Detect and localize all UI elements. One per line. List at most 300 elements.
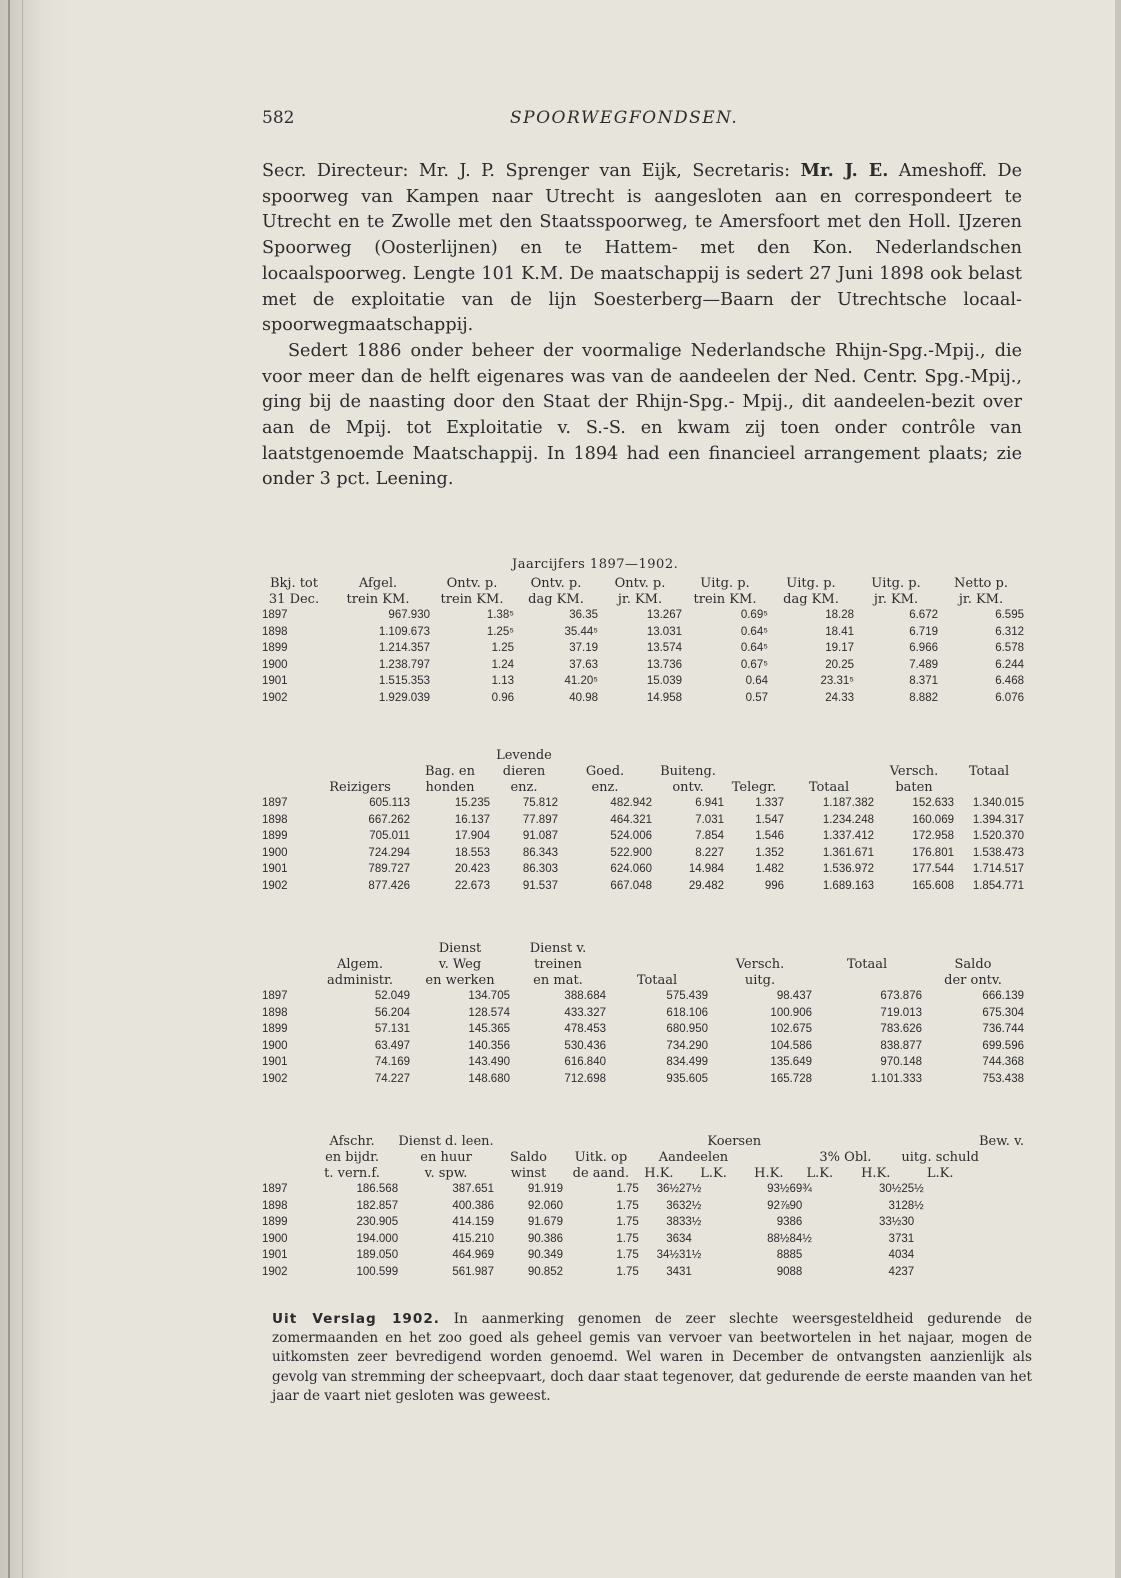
table-body — [262, 795, 1024, 894]
column-header — [784, 763, 874, 779]
table-header-row — [262, 1165, 1024, 1181]
column-header: Algem. — [336, 956, 384, 972]
column-header: uitg. — [744, 972, 776, 988]
column-header: H.K. — [754, 1165, 784, 1181]
table-cell: 148.680 — [468, 1072, 510, 1085]
row-year-cell: 1902 — [262, 1265, 288, 1278]
table-cell: 56.204 — [374, 1006, 410, 1019]
table-cell: 0.67⁵ — [740, 658, 768, 671]
table-cell: 736.744 — [982, 1023, 1024, 1036]
row-year-cell: 1897 — [262, 609, 288, 622]
row-year-cell: 1901 — [262, 1249, 288, 1262]
table-row — [262, 828, 1024, 845]
table-cell: 32½ — [679, 1199, 702, 1212]
table-cell: 789.727 — [368, 863, 410, 876]
table-cell: 92.060 — [527, 1199, 563, 1212]
table-cell: 524.006 — [610, 830, 652, 843]
table-row — [262, 1198, 1024, 1215]
column-header: Dienst — [438, 940, 482, 956]
column-header: Goed. — [585, 763, 625, 779]
table-cell: 91.679 — [527, 1216, 563, 1229]
row-year-cell: 1902 — [262, 1072, 288, 1085]
column-header: baten — [895, 779, 933, 795]
table-cell: 31 — [888, 1199, 902, 1212]
table-cell: 134.705 — [468, 990, 510, 1003]
row-year-cell: 1898 — [262, 1006, 288, 1019]
column-header: Totaal — [636, 972, 678, 988]
column-header: Afgel. — [358, 575, 398, 591]
table-cell: 13.267 — [646, 609, 682, 622]
column-header: trein KM. — [440, 591, 504, 607]
column-header: t. vern.f. — [324, 1165, 380, 1181]
table-cell: 1.714.517 — [972, 863, 1024, 876]
table-row — [262, 673, 1024, 690]
row-year-cell: 1899 — [262, 1023, 288, 1036]
table-cell: 92⅞ — [767, 1199, 790, 1212]
column-header: Dienst d. leen. — [398, 1133, 494, 1149]
table-cell: 37 — [888, 1232, 902, 1245]
table-cell: 15.235 — [454, 797, 490, 810]
table-cell: 6.966 — [909, 642, 938, 655]
table-cell: 387.651 — [452, 1183, 494, 1196]
table-cell: 18.41 — [825, 625, 854, 638]
table-row — [262, 624, 1024, 641]
table-cell: 967.930 — [388, 609, 430, 622]
table-cell: 189.050 — [356, 1249, 399, 1262]
table-cell: 140.356 — [468, 1039, 510, 1052]
column-header: Ontv. p. — [614, 575, 666, 591]
table-cell: 618.106 — [666, 1006, 708, 1019]
column-header: trein KM. — [346, 591, 410, 607]
table-header-row — [262, 763, 1024, 779]
table-cell: 30½ — [878, 1183, 902, 1196]
table-cell: 712.698 — [564, 1072, 606, 1085]
column-header: Uitg. p. — [700, 575, 750, 591]
table-cell: 86.303 — [522, 863, 558, 876]
table-body — [262, 607, 1024, 706]
table-cell: 433.327 — [564, 1006, 606, 1019]
column-header: trein KM. — [693, 591, 757, 607]
table-cell: 7.031 — [695, 813, 724, 826]
table-row — [262, 1021, 1024, 1038]
table-header-row — [262, 972, 1024, 988]
intro-paragraph-2: Sedert 1886 onder beheer der voormalige Nederlandsche Rhijn-Spg.-Mpij., die voor meer dan de helft eigenares was van de aandeelen der Ned. Centr. Spg.-Mpij., ging bij de naasting door den Staat der Rhijn-Spg.- Mpij., dit aandeelen-bezit over aan de Mpij. tot Exploitatie v. S.-S. en kwam zij toen onder contrôle van laatstgenoemde Maatschappij. In 1894 had een financieel arrangement plaats; zie onder 3 pct. Leening. — [262, 340, 1022, 490]
table-cell: 177.544 — [912, 863, 954, 876]
table-cell: 40 — [888, 1249, 902, 1262]
table-cell: 100.906 — [770, 1006, 812, 1019]
table-cell: 90 — [789, 1199, 803, 1212]
row-year-cell: 1899 — [262, 642, 288, 655]
table-cell: 69¾ — [789, 1183, 812, 1196]
table-cell: 36½ — [656, 1183, 680, 1196]
column-header: Bew. v. — [978, 1133, 1024, 1149]
table-cell: 8.882 — [909, 691, 938, 704]
table-cell: 19.17 — [825, 642, 854, 655]
table-cell: 24.33 — [825, 691, 854, 704]
table-cell: 935.605 — [666, 1072, 708, 1085]
column-header: de aand. — [572, 1165, 630, 1181]
column-header — [262, 972, 310, 988]
table-cell: 970.148 — [880, 1056, 922, 1069]
table-cell: 680.950 — [666, 1023, 708, 1036]
column-header — [652, 747, 724, 763]
table-cell: 36.35 — [569, 609, 598, 622]
table-header-row — [262, 779, 1024, 795]
column-header — [410, 747, 490, 763]
table-cell: 91.919 — [527, 1183, 563, 1196]
table-cell: 616.840 — [564, 1056, 606, 1069]
row-year-cell: 1902 — [262, 879, 288, 892]
column-header: v. Weg — [438, 956, 482, 972]
table-cell: 74.227 — [374, 1072, 410, 1085]
column-header: administr. — [327, 972, 393, 988]
row-year-cell: 1899 — [262, 1216, 288, 1229]
column-header: winst — [510, 1165, 547, 1181]
table-row — [262, 657, 1024, 674]
table-cell: 1.520.370 — [972, 830, 1024, 843]
row-year-cell: 1900 — [262, 658, 288, 671]
table-header-row — [262, 956, 1024, 972]
table-cell: 14.958 — [646, 691, 682, 704]
table-cell: 93 — [776, 1216, 790, 1229]
table-cell: 17.904 — [454, 830, 490, 843]
table-cell: 90.386 — [527, 1232, 563, 1245]
table-cell: 104.586 — [770, 1039, 812, 1052]
table-cell: 37.19 — [569, 642, 598, 655]
column-header: Buiteng. — [660, 763, 716, 779]
column-header: Bkj. tot — [269, 575, 318, 591]
table-cell: 1.24 — [491, 658, 514, 671]
table-cell: 176.801 — [912, 846, 954, 859]
table-cell: 15.039 — [646, 675, 682, 688]
column-header: Ontv. p. — [446, 575, 498, 591]
column-header: Versch. — [889, 763, 939, 779]
book-binding-edge — [0, 0, 70, 1578]
table-cell: 23.31⁵ — [820, 675, 854, 688]
table-row — [262, 1054, 1024, 1071]
running-header — [262, 108, 1037, 132]
table-cell: 834.499 — [666, 1056, 708, 1069]
table-cell: 400.386 — [452, 1199, 494, 1212]
table-cell: 1.536.972 — [822, 863, 874, 876]
column-header — [724, 747, 784, 763]
column-header: Levende — [496, 747, 552, 763]
table-cell: 1.337.412 — [822, 830, 874, 843]
table-cell: 6.719 — [909, 625, 938, 638]
column-header — [790, 1133, 902, 1149]
table-body — [262, 1181, 1024, 1280]
column-header: L.K. — [926, 1165, 954, 1181]
report-excerpt-text: In aanmerking genomen de zeer slechte weersgesteldheid gedurende de zomermaanden en het zoo goed als geheel gemis van vervoer van beetwortelen in het najaar, mogen de uitkomsten zeer bevredigend worden genoemd. Wel waren in December de ontvangsten aanzienlijk als gevolg van stremming der scheepvaart, doch daar staat tegenover, dat gedurende de eerste maanden van het jaar de vaart niet gesloten was geweest. — [272, 1311, 1033, 1404]
table-cell: 1.546 — [755, 830, 784, 843]
table-cell: 1.75 — [616, 1183, 639, 1196]
table-cell: 90.349 — [527, 1249, 563, 1262]
table-cell: 0.64⁵ — [740, 642, 768, 655]
table-cell: 996 — [764, 879, 784, 892]
table-cell: 667.262 — [368, 813, 410, 826]
table-cell: 522.900 — [610, 846, 652, 859]
table-cell: 624.060 — [610, 863, 652, 876]
column-header: H.K. — [644, 1165, 674, 1181]
column-header — [262, 779, 310, 795]
table-cell: 128.574 — [468, 1006, 510, 1019]
table-cell: 753.438 — [982, 1072, 1024, 1085]
table-cell: 699.596 — [982, 1039, 1024, 1052]
table-cell: 20.423 — [454, 863, 490, 876]
column-header: Totaal — [808, 779, 850, 795]
column-header — [901, 1133, 979, 1149]
column-header — [262, 747, 310, 763]
table-cell: 86 — [789, 1216, 803, 1229]
table-cell: 464.969 — [452, 1249, 494, 1262]
row-year-cell: 1898 — [262, 625, 288, 638]
table-cell: 63.497 — [374, 1039, 410, 1052]
table-row — [262, 1247, 1024, 1264]
column-header: uitg. schuld — [901, 1149, 979, 1165]
table-balance-quotes — [262, 1133, 1024, 1280]
table-cell: 1.101.333 — [870, 1072, 922, 1085]
table-cell: 85 — [789, 1249, 803, 1262]
table-cell: 6.672 — [909, 609, 938, 622]
table-cell: 7.489 — [909, 658, 938, 671]
column-header: H.K. — [861, 1165, 891, 1181]
table-row — [262, 1231, 1024, 1248]
table-cell: 88 — [789, 1265, 803, 1278]
table-cell: 88 — [776, 1249, 790, 1262]
table-cell: 575.439 — [666, 990, 708, 1003]
table-cell: 77.897 — [522, 813, 558, 826]
table-cell: 182.857 — [356, 1199, 399, 1212]
table-cell: 1.482 — [755, 863, 784, 876]
column-header — [748, 1149, 789, 1165]
table-cell: 152.633 — [912, 797, 954, 810]
report-excerpt-lead: Uit Verslag 1902. — [272, 1311, 440, 1327]
table-cell: 90 — [776, 1265, 790, 1278]
table-cell: 415.210 — [452, 1232, 494, 1245]
table-cell: 93½ — [767, 1183, 790, 1196]
table-cell: 1.547 — [755, 813, 784, 826]
table-caption: Jaarcijfers 1897—1902. — [512, 557, 679, 572]
column-header — [639, 1133, 679, 1149]
column-header: Aandeelen — [658, 1149, 729, 1165]
table-cell: 1.75 — [616, 1249, 639, 1262]
table-row — [262, 795, 1024, 812]
table-cell: 31 — [679, 1265, 692, 1278]
table-cell: 194.000 — [356, 1232, 399, 1245]
column-header — [708, 940, 812, 956]
column-header: dag KM. — [783, 591, 839, 607]
table-cell: 783.626 — [880, 1023, 922, 1036]
column-header — [874, 747, 954, 763]
table-row — [262, 1005, 1024, 1022]
table-cell: 1.538.473 — [972, 846, 1024, 859]
table-cell: 605.113 — [369, 797, 410, 810]
table-cell: 52.049 — [374, 990, 410, 1003]
column-header: Bag. en — [425, 763, 475, 779]
table-cell: 8.227 — [695, 846, 724, 859]
table-cell: 100.599 — [356, 1265, 399, 1278]
table-cell: 37.63 — [569, 658, 598, 671]
row-year-cell: 1899 — [262, 830, 288, 843]
row-year-cell: 1901 — [262, 1056, 288, 1069]
column-header: Koersen — [707, 1133, 762, 1149]
column-header — [606, 956, 708, 972]
table-cell: 22.673 — [454, 879, 490, 892]
column-header: enz. — [510, 779, 538, 795]
column-header: honden — [425, 779, 475, 795]
table-cell: 86.343 — [522, 846, 558, 859]
table-cell: 135.649 — [770, 1056, 812, 1069]
table-cell: 673.876 — [880, 990, 922, 1003]
table-header-row — [262, 1149, 1024, 1165]
row-year-cell: 1900 — [262, 1232, 288, 1245]
table-cell: 388.684 — [564, 990, 606, 1003]
column-header — [812, 940, 922, 956]
table-row — [262, 988, 1024, 1005]
table-cell: 42 — [888, 1265, 902, 1278]
row-year-cell: 1898 — [262, 1199, 288, 1212]
column-header — [262, 763, 310, 779]
table-cell: 90.852 — [527, 1265, 563, 1278]
table-cell: 530.436 — [564, 1039, 606, 1052]
column-header: treinen — [534, 956, 582, 972]
table-cell: 1.25⁵ — [486, 625, 514, 638]
table-cell: 34 — [666, 1265, 680, 1278]
table-cell: 13.031 — [646, 625, 682, 638]
table-cell: 160.069 — [912, 813, 954, 826]
table-cell: 1.13 — [491, 675, 514, 688]
row-year-cell: 1901 — [262, 675, 288, 688]
column-header — [262, 1165, 306, 1181]
table-cell: 877.426 — [368, 879, 410, 892]
table-cell: 0.57 — [745, 691, 768, 704]
table-cell: 165.608 — [912, 879, 954, 892]
table-cell: 464.321 — [610, 813, 652, 826]
table-cell: 34 — [901, 1249, 915, 1262]
row-year-cell: 1897 — [262, 1183, 288, 1196]
table-km-figures — [262, 575, 1024, 706]
table-cell: 57.131 — [374, 1023, 410, 1036]
table-cell: 1.75 — [616, 1199, 639, 1212]
table-cell: 91.537 — [522, 879, 558, 892]
column-header — [922, 940, 1024, 956]
table-cell: 41.20⁵ — [564, 675, 598, 688]
table-cell: 0.64⁵ — [740, 625, 768, 638]
column-header: jr. KM. — [873, 591, 919, 607]
column-header: en werken — [425, 972, 495, 988]
table-cell: 6.244 — [995, 658, 1024, 671]
column-header: dieren — [502, 763, 546, 779]
table-cell: 75.812 — [522, 797, 558, 810]
table-cell: 31½ — [679, 1249, 702, 1262]
table-cell: 34 — [679, 1232, 692, 1245]
row-year-cell: 1900 — [262, 1039, 288, 1052]
column-header: Ontv. p. — [530, 575, 582, 591]
intro-paragraph-1: Secr. Directeur: Mr. J. P. Sprenger van Eijk, Secretaris: Mr. J. E. Ameshoff. De spoorweg van Kampen naar Utrecht is aangesloten aan en correspondeert te Utrecht en te Zwolle met den Staatsspoorweg, te Amersfoort met den Holl. IJzeren Spoorweg (Oosterlijnen) en te Hattem- met den Kon. Nederlandschen locaalspoorweg. Lengte 101 K.M. De maatschappij is sedert 27 Juni 1898 ook belast met de exploitatie van de lijn Soesterberg—Baarn der Utrechtsche locaal-spoorwegmaatschappij. — [262, 160, 1022, 336]
row-year-cell: 1898 — [262, 813, 288, 826]
column-header: en huur — [420, 1149, 472, 1165]
table-cell: 734.290 — [666, 1039, 708, 1052]
column-header: Uitg. p. — [786, 575, 836, 591]
table-cell: 30 — [901, 1216, 915, 1229]
table-cell: 724.294 — [368, 846, 410, 859]
table-row — [262, 640, 1024, 657]
table-cell: 6.578 — [995, 642, 1024, 655]
column-header: L.K. — [700, 1165, 727, 1181]
table-cell: 88½ — [767, 1232, 790, 1245]
column-header — [310, 940, 410, 956]
row-year-cell: 1901 — [262, 863, 288, 876]
table-cell: 172.958 — [912, 830, 954, 843]
row-year-cell: 1900 — [262, 846, 288, 859]
table-cell: 18.28 — [825, 609, 854, 622]
table-cell: 1.929.039 — [378, 691, 430, 704]
table-row — [262, 1071, 1024, 1088]
table-cell: 0.96 — [491, 691, 514, 704]
column-header — [262, 1133, 306, 1149]
table-cell: 34½ — [656, 1249, 680, 1262]
table-cell: 40.98 — [569, 691, 598, 704]
table-cell: 675.304 — [982, 1006, 1024, 1019]
column-header: en bijdr. — [325, 1149, 380, 1165]
table-row — [262, 690, 1024, 707]
column-header: Versch. — [735, 956, 785, 972]
column-header: jr. KM. — [617, 591, 663, 607]
table-cell: 744.368 — [982, 1056, 1024, 1069]
column-header — [954, 747, 1024, 763]
table-header-row — [262, 940, 1024, 956]
table-cell: 84½ — [789, 1232, 812, 1245]
table-cell: 1.361.671 — [822, 846, 874, 859]
row-year-cell: 1902 — [262, 691, 288, 704]
table-cell: 1.187.382 — [822, 797, 874, 810]
table-cell: 667.048 — [610, 879, 652, 892]
column-header: Dienst v. — [529, 940, 587, 956]
column-header: jr. KM. — [958, 591, 1004, 607]
table-cell: 29.482 — [688, 879, 724, 892]
table-cell: 13.574 — [646, 642, 682, 655]
column-header: L.K. — [806, 1165, 834, 1181]
table-cell: 98.437 — [776, 990, 812, 1003]
table-cell: 8.371 — [909, 675, 938, 688]
column-header — [954, 779, 1024, 795]
table-expenses — [262, 940, 1024, 1087]
table-cell: 705.011 — [369, 830, 410, 843]
table-cell: 1.38⁵ — [486, 609, 514, 622]
column-header — [563, 1133, 639, 1149]
table-cell: 6.595 — [995, 609, 1024, 622]
table-cell: 16.137 — [454, 813, 490, 826]
column-header — [310, 763, 410, 779]
column-header — [724, 763, 784, 779]
table-row — [262, 861, 1024, 878]
column-header: Saldo — [954, 956, 992, 972]
table-cell: 35.44⁵ — [564, 625, 598, 638]
table-cell: 33½ — [679, 1216, 702, 1229]
table-cell: 1.238.797 — [378, 658, 430, 671]
table-cell: 0.69⁵ — [740, 609, 768, 622]
running-title: SPOORWEGFONDSEN. — [510, 108, 739, 128]
column-header: 31 Dec. — [268, 591, 320, 607]
table-cell: 1.515.353 — [378, 675, 430, 688]
table-cell: 37 — [901, 1265, 915, 1278]
table-header-row — [262, 591, 1024, 607]
table-cell: 27½ — [679, 1183, 702, 1196]
table-cell: 143.490 — [468, 1056, 510, 1069]
table-cell: 1.75 — [616, 1216, 639, 1229]
table-row — [262, 1181, 1024, 1198]
table-cell: 145.365 — [468, 1023, 510, 1036]
